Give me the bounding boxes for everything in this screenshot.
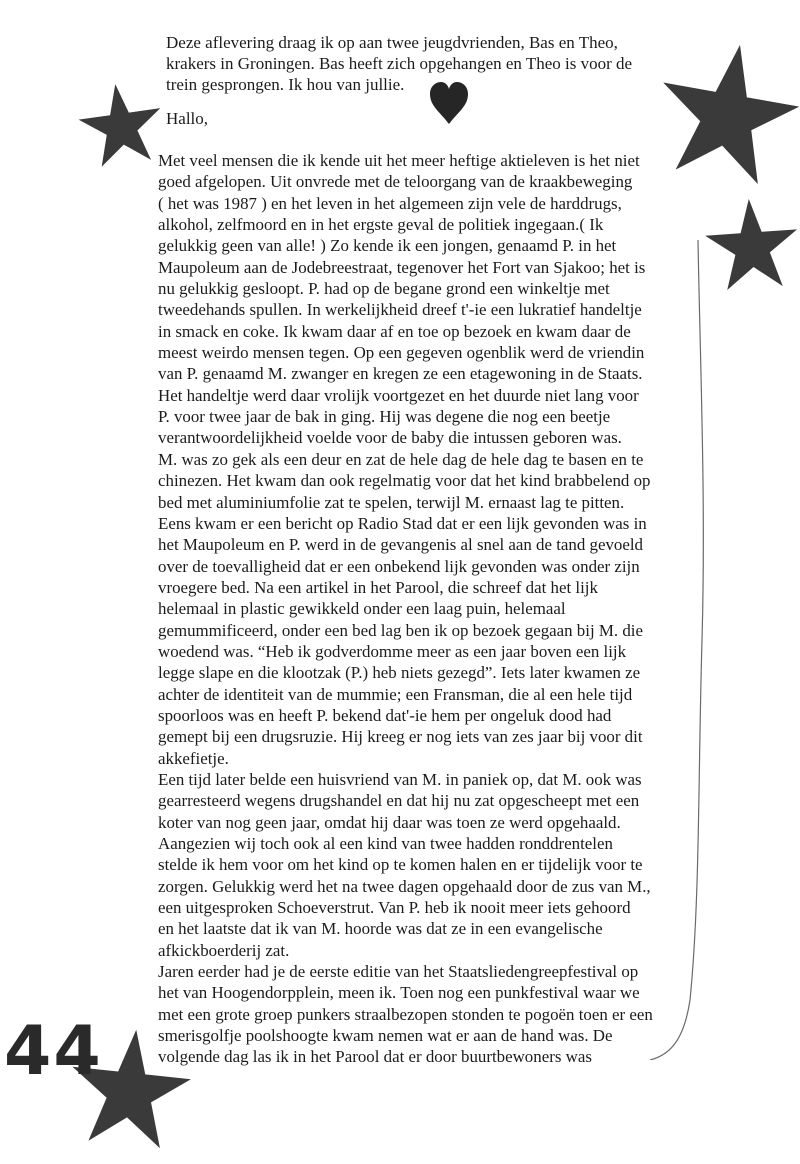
story-line: alkohol, zelfmoord en in het ergste geval de politiek ingegaan.( Ik — [158, 215, 604, 235]
story-line: Een tijd later belde een huisvriend van M. in paniek op, dat M. ook was — [158, 769, 642, 789]
story-line: en het laatste dat ik van M. hoorde was dat ze in een evangelische — [158, 919, 603, 939]
story-line: helemaal in plastic gewikkeld onder een laag puin, helemaal — [158, 599, 566, 619]
story-line: Het handeltje werd daar vrolijk voortgezet en het duurde niet lang voor — [158, 385, 639, 405]
story-line: tweedehands spullen. In werkelijkheid dreef t'-ie een lukratief handeltje — [158, 300, 642, 320]
story-line: P. voor twee jaar de bak in ging. Hij was degene die nog een beetje — [158, 407, 611, 427]
story-line: goed afgelopen. Uit onvrede met de teloorgang van de kraakbeweging — [158, 172, 633, 192]
story-text — [158, 150, 673, 1068]
star-icon — [78, 82, 164, 168]
story-line: met een grote groep punkers straalbezopen stonden te pogoën toen er een — [158, 1004, 653, 1024]
story-line: het Maupoleum en P. werd in de gevangenis al snel aan de tand gevoeld — [158, 535, 643, 555]
story-line: gelukkig geen van alle! ) Zo kende ik een jongen, genaamd P. in het — [158, 236, 617, 256]
story-line: woedend was. “Heb ik godverdomme meer as een jaar boven een lijk — [158, 641, 627, 661]
story-line: achter de identiteit van de mummie; een Fransman, die al een hele tijd — [158, 684, 633, 704]
story-line: zorgen. Gelukkig werd het na twee dagen opgehaald door de zus van M., — [158, 876, 651, 896]
story-line: gearresteerd wegens drugshandel en dat hij nu zat opgescheept met een — [158, 791, 640, 811]
story-line: gemept bij een drugsruzie. Hij kreeg er nog iets van zes jaar bij voor dit — [158, 727, 643, 747]
story-line: een uitgesproken Schoeverstrut. Van P. heb ik nooit meer iets gehoord — [158, 898, 631, 918]
story-line: vroegere bed. Na een artikel in het Parool, die schreef dat het lijk — [158, 577, 598, 597]
story-line: gemummificeerd, onder een bed lag ben ik op bezoek gegaan bij M. die — [158, 620, 643, 640]
story-line: stelde ik hem voor om het kind op te komen halen en er tijdelijk voor te — [158, 855, 643, 875]
story-line: legge slape en die klootzak (P.) heb niets gezegd”. Iets later kwamen ze — [158, 663, 641, 683]
story-line: M. was zo gek als een deur en zat de hele dag de hele dag te basen en te — [158, 449, 644, 469]
dedication-line: trein gesprongen. Ik hou van jullie. — [166, 75, 405, 94]
star-icon — [656, 38, 800, 188]
story-line: bed met aluminiumfolie zat te spelen, terwijl M. ernaast lag te pitten. — [158, 492, 625, 512]
story-line: afkickboerderij zat. — [158, 940, 290, 960]
story-line: Aangezien wij toch ook al een kind van twee hadden ronddrentelen — [158, 834, 613, 853]
story-line: ( het was 1987 ) en het leven in het algemeen zijn vele de harddrugs, — [158, 193, 622, 213]
story-line: Maupoleum aan de Jodebreestraat, tegenover het Fort van Sjakoo; het is — [158, 257, 646, 277]
story-line: het van Hoogendorpplein, meen ik. Toen nog een punkfestival waar we — [158, 983, 640, 1003]
story-line: van P. genaamd M. zwanger en kregen ze een etagewoning in de Staats. — [158, 364, 643, 384]
story-line: verantwoordelijkheid voelde voor de baby die intussen geboren was. — [158, 428, 622, 448]
story-line: Met veel mensen die ik kende uit het meer heftige aktieleven is het niet — [158, 151, 640, 170]
dedication-line: Deze aflevering draag ik op aan twee jeugdvrienden, Bas en Theo, — [166, 33, 618, 52]
story-line: smerisgolfje poolshoogte kwam nemen wat er aan de hand was. De — [158, 1026, 613, 1046]
story-line: koter van nog geen jaar, omdat hij daar was toen ze werd opgehaald. — [158, 812, 621, 832]
story-line: nu gelukkig gesloopt. P. had op de begane grond een winkeltje met — [158, 279, 610, 299]
dedication-line: krakers in Groningen. Bas heeft zich opgehangen en Theo is voor de — [166, 54, 633, 73]
page-number: 44 — [4, 1012, 103, 1091]
story-line: akkefietje. — [158, 748, 229, 768]
story-line: spoorloos was en heeft P. bekend dat'-ie hem per ongeluk dood had — [158, 705, 612, 725]
dedication — [166, 32, 666, 95]
story-line: volgende dag las ik in het Parool dat er door buurtbewoners was — [158, 1047, 592, 1067]
story-line: meest weirdo mensen tegen. Op een gegeven ogenblik werd de vriendin — [158, 343, 645, 363]
story-line: Jaren eerder had je de eerste editie van het Staatsliedengreepfestival op — [158, 962, 639, 982]
story-line: Eens kwam er een bericht op Radio Stad dat er een lijk gevonden was in — [158, 513, 647, 533]
story-line: in smack en coke. Ik kwam daar af en toe op bezoek en kwam daar de — [158, 321, 631, 341]
story-line: chinezen. Het kwam dan ook regelmatig voor dat het kind brabbelend op — [158, 471, 651, 491]
greeting: Hallo, — [166, 109, 209, 128]
story-line: over de toevalligheid dat er een onbekend lijk gevonden was onder zijn — [158, 556, 640, 576]
